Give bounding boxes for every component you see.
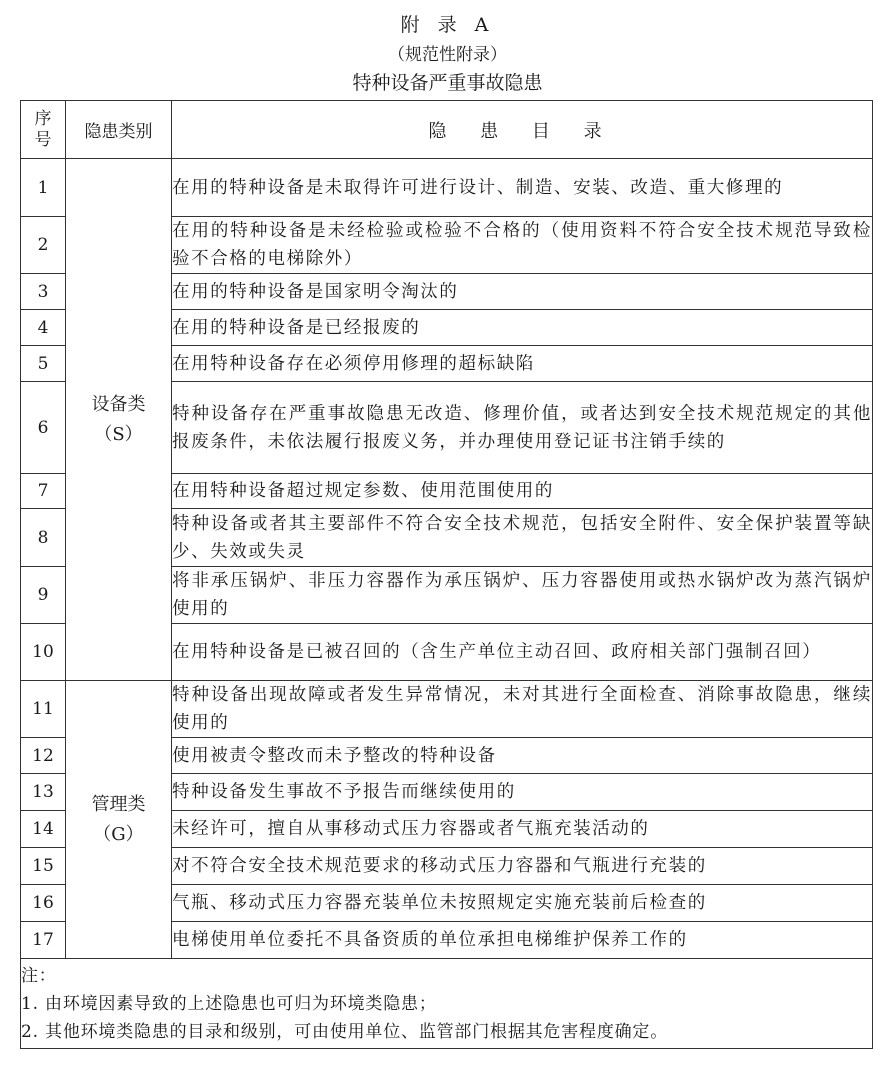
row-description: 特种设备或者其主要部件不符合安全技术规范，包括安全附件、安全保护装置等缺少、失效或失灵 bbox=[172, 509, 873, 567]
row-description: 在用特种设备存在必须停用修理的超标缺陷 bbox=[172, 346, 873, 382]
note-item-1: 1. 由环境因素导致的上述隐患也可归为环境类隐患； bbox=[21, 993, 437, 1014]
row-description: 在用的特种设备是未取得许可进行设计、制造、安装、改造、重大修理的 bbox=[172, 159, 873, 217]
row-number: 17 bbox=[21, 922, 66, 959]
row-number: 14 bbox=[21, 811, 66, 848]
row-description: 未经许可，擅自从事移动式压力容器或者气瓶充装活动的 bbox=[172, 811, 873, 848]
row-number: 8 bbox=[21, 509, 66, 567]
column-header-number bbox=[21, 101, 66, 159]
row-number: 15 bbox=[21, 848, 66, 885]
row-description: 在用的特种设备是国家明令淘汰的 bbox=[172, 274, 873, 310]
column-header-number-line1: 序 bbox=[34, 108, 52, 129]
notes-label: 注： bbox=[21, 965, 57, 986]
row-number: 3 bbox=[21, 274, 66, 310]
appendix-type: （规范性附录） bbox=[388, 45, 507, 65]
row-description: 对不符合安全技术规范要求的移动式压力容器和气瓶进行充装的 bbox=[172, 848, 873, 885]
row-description: 使用被责令整改而未予整改的特种设备 bbox=[172, 738, 873, 774]
notes-cell bbox=[21, 959, 873, 1049]
table-row bbox=[21, 159, 873, 217]
row-description: 在用特种设备是已被召回的（含生产单位主动召回、政府相关部门强制召回） bbox=[172, 624, 873, 681]
column-header-number-line2: 号 bbox=[34, 129, 52, 150]
row-description: 特种设备存在严重事故隐患无改造、修理价值，或者达到安全技术规范规定的其他报废条件，未依法履行报废义务，并办理使用登记证书注销手续的 bbox=[172, 382, 873, 474]
category-equipment bbox=[66, 159, 172, 681]
row-description: 在用的特种设备是未经检验或检验不合格的（使用资料不符合安全技术规范导致检验不合格的电梯除外） bbox=[172, 217, 873, 274]
row-number: 5 bbox=[21, 346, 66, 382]
appendix-title: 附 录 A bbox=[400, 14, 495, 36]
category-equipment-code: （S） bbox=[94, 423, 143, 445]
category-equipment-name: 设备类 bbox=[91, 393, 146, 415]
row-number: 12 bbox=[21, 738, 66, 774]
row-number: 2 bbox=[21, 217, 66, 274]
row-number: 16 bbox=[21, 885, 66, 922]
row-number: 11 bbox=[21, 681, 66, 738]
notes-row bbox=[21, 959, 873, 1049]
row-description: 气瓶、移动式压力容器充装单位未按照规定实施充装前后检查的 bbox=[172, 885, 873, 922]
row-description: 特种设备发生事故不予报告而继续使用的 bbox=[172, 774, 873, 811]
row-description: 在用的特种设备是已经报废的 bbox=[172, 310, 873, 346]
category-management-code: （G） bbox=[93, 823, 144, 845]
category-management bbox=[66, 681, 172, 959]
note-item-2: 2. 其他环境类隐患的目录和级别，可由使用单位、监管部门根据其危害程度确定。 bbox=[21, 1021, 669, 1042]
row-description: 在用特种设备超过规定参数、使用范围使用的 bbox=[172, 474, 873, 509]
table-row bbox=[21, 681, 873, 738]
row-number: 9 bbox=[21, 567, 66, 624]
row-description: 特种设备出现故障或者发生异常情况，未对其进行全面检查、消除事故隐患，继续使用的 bbox=[172, 681, 873, 738]
hazard-table bbox=[20, 100, 873, 1049]
row-description: 电梯使用单位委托不具备资质的单位承担电梯维护保养工作的 bbox=[172, 922, 873, 959]
column-header-category: 隐患类别 bbox=[66, 101, 172, 159]
row-number: 1 bbox=[21, 159, 66, 217]
row-number: 6 bbox=[21, 382, 66, 474]
row-number: 4 bbox=[21, 310, 66, 346]
category-management-name: 管理类 bbox=[91, 793, 146, 815]
row-description: 将非承压锅炉、非压力容器作为承压锅炉、压力容器使用或热水锅炉改为蒸汽锅炉使用的 bbox=[172, 567, 873, 624]
column-header-description: 隐 患 目 录 bbox=[172, 101, 873, 159]
row-number: 10 bbox=[21, 624, 66, 681]
row-number: 13 bbox=[21, 774, 66, 811]
table-title: 特种设备严重事故隐患 bbox=[352, 72, 543, 94]
table-header-row bbox=[21, 101, 873, 159]
row-number: 7 bbox=[21, 474, 66, 509]
